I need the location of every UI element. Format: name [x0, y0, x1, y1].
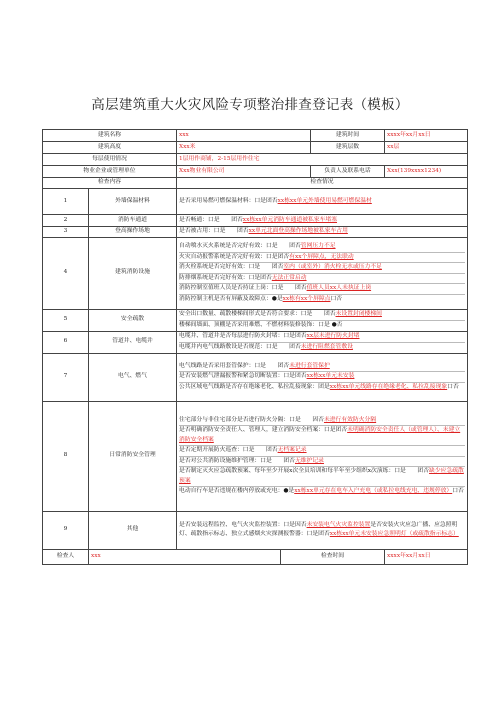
- question-text: 电缆井、管道井是否每层进行防火封堵：口是团否: [179, 333, 307, 339]
- detail-line: [179, 343, 465, 353]
- check-content-header: 检查内容: [43, 178, 177, 189]
- detail-line: [179, 457, 465, 468]
- finding-text: xx栋xx单元存在电车入户充电（或私拉电线充电、违规停放）: [294, 488, 453, 494]
- build-time-value: xxxx年xx月xx日: [385, 130, 468, 142]
- finding-text: xx栋xx单元消防车通道被私家车堵塞: [242, 216, 338, 223]
- detail-line: [179, 216, 465, 226]
- detail-line: [179, 487, 465, 497]
- question-text: 电气线路是否采用套管保护：口是 团否: [179, 362, 290, 369]
- inspection-item-name: 建筑消防设施: [89, 237, 177, 309]
- finding-text: 无法正常启动: [271, 274, 307, 281]
- row-number: 7: [43, 353, 89, 401]
- inspector-label: 检查人: [43, 549, 89, 564]
- detail-line: [179, 227, 465, 237]
- finding-text: 缺少应急疏散预案: [179, 468, 464, 484]
- question-text: 自动喷水灭火系统是否完好有效：口是 团否: [179, 243, 301, 249]
- inspection-form: [42, 129, 468, 565]
- finding-text: 无档案记录: [277, 447, 307, 453]
- building-name-value: xxx: [177, 130, 311, 142]
- question-text: 口否: [330, 295, 343, 302]
- inspection-details: [177, 237, 468, 309]
- inspection-item-name: 登高操作场地: [89, 227, 177, 238]
- inspection-row: [43, 227, 468, 238]
- question-text: 电动自行车是否违规在楼内停放或充电：●是: [179, 488, 295, 494]
- finding-text: xx栋有xx个屏障点: [282, 295, 331, 302]
- question-text: 口否: [447, 383, 459, 390]
- inspection-item-name: 电气、燃气: [89, 353, 177, 401]
- inspection-row: [43, 511, 468, 549]
- row-number: 9: [43, 511, 89, 549]
- question-text: 防排烟系统是否完好有效：口是团否: [179, 274, 272, 281]
- row-number: 8: [43, 401, 89, 511]
- inspection-details: [177, 309, 468, 331]
- finding-text: 室内（或室外）消火栓无水或压力不足: [283, 264, 382, 270]
- finding-text: xx栋xx单元线路存在绝缘老化、私拉乱接现象: [329, 383, 448, 390]
- finding-text: xx栋xx单元未安装: [306, 373, 355, 380]
- property-company-label: 物业企业或管理单位: [43, 166, 177, 178]
- building-name-label: 建筑名称: [43, 130, 177, 142]
- row-number: 1: [43, 189, 89, 215]
- detail-line: [179, 263, 465, 274]
- inspection-row: [43, 331, 468, 353]
- contact-label: 负责人及联系电话: [311, 166, 385, 178]
- building-floors-value: xx层: [385, 142, 468, 154]
- floor-usage-value: 1层用作商铺，2-15层用作住宅: [177, 154, 468, 166]
- row-number: 4: [43, 237, 89, 309]
- row-number: 5: [43, 309, 89, 331]
- detail-line: [179, 253, 465, 264]
- inspection-row: [43, 189, 468, 215]
- inspector-value: xxx: [89, 549, 281, 564]
- finding-text: 未进行阻燃套管敷设: [300, 343, 353, 350]
- finding-text: xx栋xx单元外墙使用易燃可燃保温材: [277, 197, 372, 204]
- property-company-value: Xxx物业有限公司: [177, 166, 311, 178]
- form-title: 高层建筑重大火灾风险专项整治排查登记表（模板）: [91, 97, 409, 113]
- finding-text: xx单元北面登高操作场地被私家车占用: [248, 228, 348, 234]
- detail-line: [179, 310, 465, 321]
- question-text: 是否定期开展防火巡查：口是 团否: [179, 447, 278, 453]
- question-text: 公共区域电气线路是否存在绝缘老化、私拉乱接现象：团是: [179, 383, 330, 390]
- question-text: 口否: [452, 488, 464, 494]
- question-text: 是否被占用：口是 团否: [179, 228, 249, 234]
- detail-line: [179, 284, 465, 295]
- inspection-item-name: 外墙保温材料: [89, 189, 177, 215]
- row-number: 2: [43, 215, 89, 227]
- floor-usage-label: 每层使用情况: [43, 154, 177, 166]
- detail-line: [179, 295, 465, 305]
- inspection-item-name: 安全疏散: [89, 309, 177, 331]
- detail-line: [179, 446, 465, 457]
- question-text: 是否采用易燃可燃保温材料：口是团否: [179, 197, 278, 204]
- finding-text: 未安装电气火灾监控装置: [306, 521, 371, 528]
- row-number: 3: [43, 227, 89, 238]
- inspection-row: [43, 353, 468, 401]
- finding-text: xx层未进行防火封堵: [306, 333, 360, 339]
- inspection-details: [177, 227, 468, 238]
- inspection-row: [43, 401, 468, 511]
- inspection-details: [177, 353, 468, 401]
- detail-line: [179, 521, 465, 540]
- building-height-label: 建筑高度: [43, 142, 177, 154]
- detail-line: [179, 467, 465, 487]
- inspection-details: [177, 215, 468, 227]
- check-time-label: 检查时间: [281, 549, 385, 564]
- row-number: 6: [43, 331, 89, 353]
- detail-line: [179, 362, 465, 373]
- question-text: 消火栓系统是否完好有效：口是 团否: [179, 264, 284, 270]
- question-text: 是否安装远程监控、电气火灾监控装置：口是因否: [179, 521, 307, 528]
- question-text: 楼梯间墙面、顶棚是否采用难燃、不燃材料装修装饰：口是 ●否: [179, 321, 343, 328]
- inspection-row: [43, 215, 468, 227]
- contact-value: Xxx(139xxxx1234): [385, 166, 468, 178]
- inspection-item-name: 消防车通道: [89, 215, 177, 227]
- detail-line: [179, 372, 465, 383]
- finding-text: 未进行套管保护: [289, 362, 330, 369]
- finding-text: 未进行有效防火分隔: [323, 416, 377, 423]
- question-text: 消防控制室值班人员是否持证上岗：口是 团否: [179, 285, 307, 291]
- question-text: 是否对公共消防设施维护管理：口是 团否: [179, 457, 295, 464]
- inspection-item-name: 管道井、电缆井: [89, 331, 177, 353]
- inspection-item-name: 其他: [89, 511, 177, 549]
- detail-line: [179, 197, 465, 207]
- question-text: 是否畅通：口是 团否: [179, 216, 243, 223]
- question-text: 是否安装燃气泄漏报警和紧急切断装置：口是团否: [179, 373, 307, 380]
- inspection-row: [43, 309, 468, 331]
- detail-line: [179, 416, 465, 427]
- question-text: 住宅部分与非住宅部分是否进行防火分隔：口是 因否: [179, 416, 324, 423]
- inspection-details: [177, 331, 468, 353]
- detail-line: [179, 242, 465, 253]
- building-height-value: Xxx米: [177, 142, 311, 154]
- inspection-details: [177, 401, 468, 511]
- finding-text: 未设置封闭楼梯间: [335, 311, 382, 317]
- build-time-label: 建筑时间: [311, 130, 385, 142]
- question-text: 火灾自动报警系统是否完好有效：口是团否: [179, 253, 290, 260]
- inspection-details: [177, 189, 468, 215]
- question-text: 消防控制主机是否有屏蔽及故障点：●是: [179, 295, 283, 302]
- building-floors-label: 建筑层数: [311, 142, 385, 154]
- check-situation-header: 检查情况: [177, 178, 468, 189]
- question-text: 是否制定灭火应急疏散预案、每年至少开展x次全员培训和每半年至少组织x次演练：口是 团否: [179, 468, 430, 474]
- finding-text: xx栋xx单元未安装应急照明灯（或疏散指示标志）: [329, 531, 459, 537]
- detail-line: [179, 274, 465, 285]
- question-text: 是否明确消防安全责任人、管理人，建立消防安全档案：口是团否: [179, 427, 348, 433]
- detail-line: [179, 321, 465, 331]
- check-time-value: xxxx年xx月xx日: [385, 549, 468, 564]
- question-text: 是否安装火灾应急广播、应急照明灯、疏散指示标志、独立式感烟火灾探测报警器：口是团否: [179, 521, 458, 537]
- finding-text: 无维护记录: [294, 457, 324, 464]
- inspection-row: [43, 237, 468, 309]
- finding-text: 管网压力不足: [300, 243, 336, 249]
- detail-line: [179, 426, 465, 446]
- finding-text: 值班人员xx人未执证上岗: [306, 285, 372, 291]
- question-text: 安全出口数量、疏散楼梯间形式是否符合要求：口是 团否: [179, 311, 336, 317]
- detail-line: [179, 332, 465, 343]
- finding-text: 有xx个屏障点，无法联动: [289, 253, 354, 260]
- inspection-item-name: 日常消防安全管理: [89, 401, 177, 511]
- inspection-details: [177, 511, 468, 549]
- detail-line: [179, 383, 465, 393]
- finding-text: 未明确消防安全责任人（或管理人）、未建立消防安全档案: [179, 427, 461, 443]
- question-text: 电缆井内电气线路敷设是否规范：口是 团否: [179, 343, 301, 350]
